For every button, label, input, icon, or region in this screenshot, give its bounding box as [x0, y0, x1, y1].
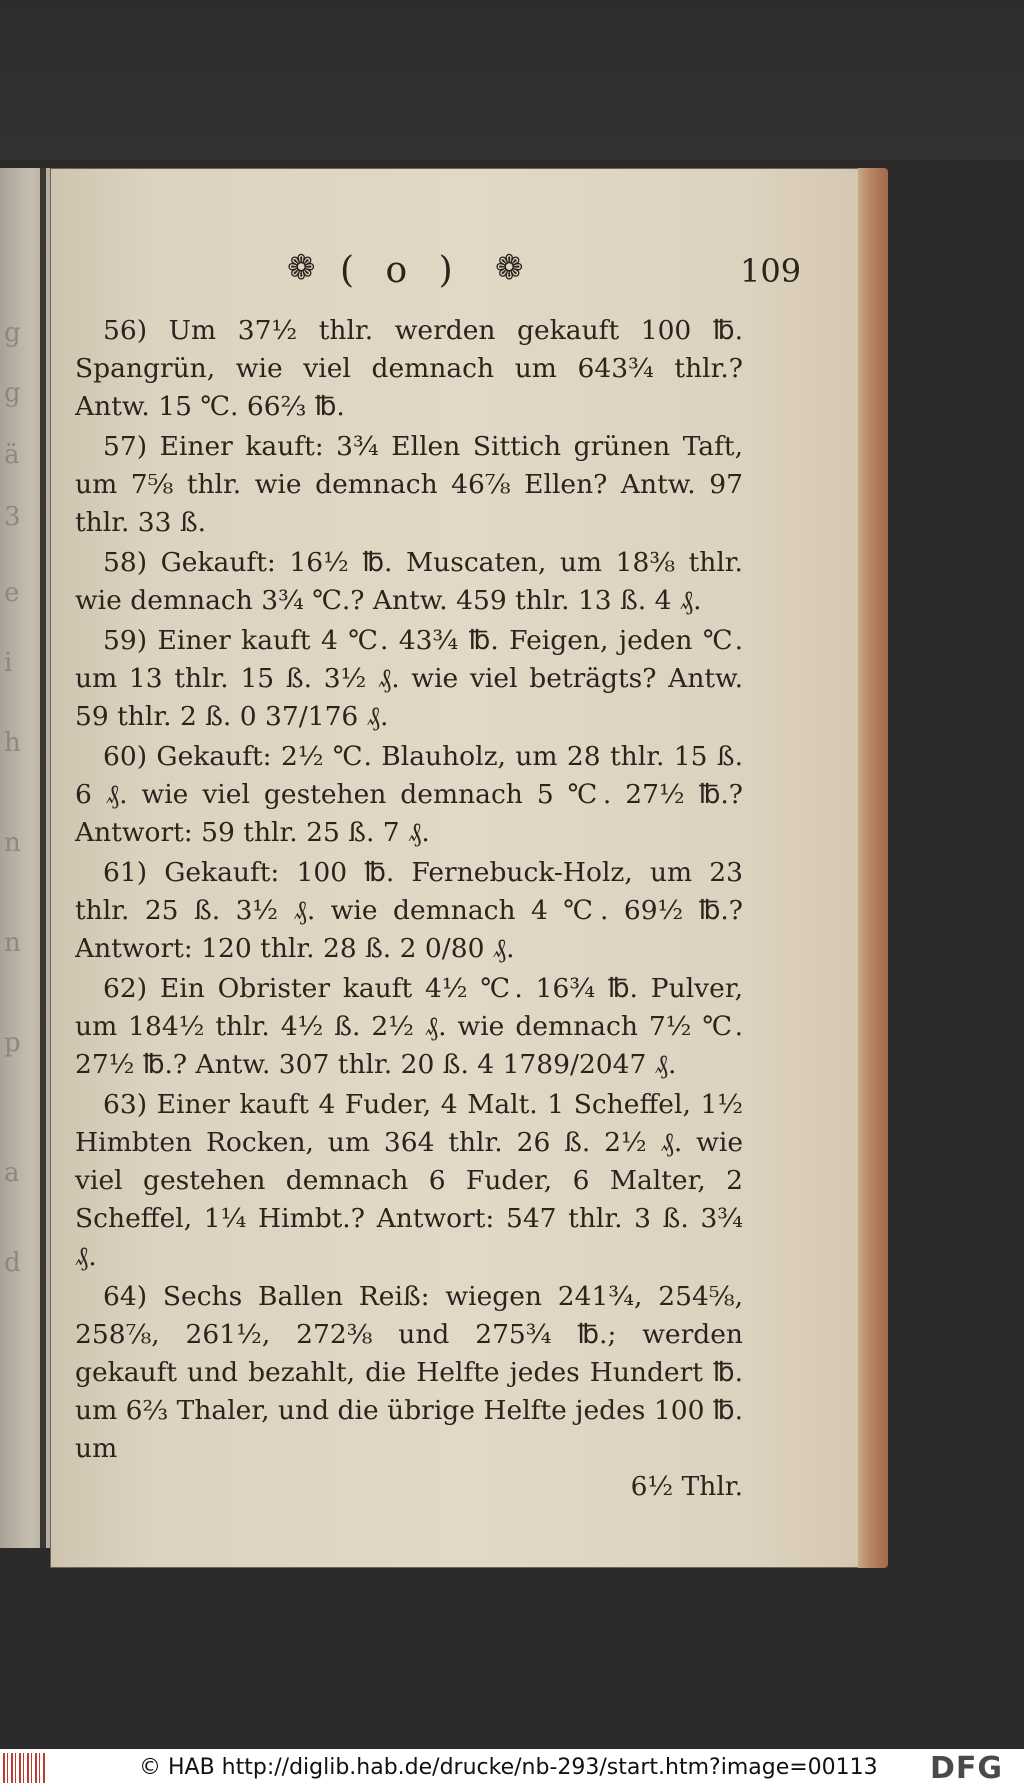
flower-ornament-icon: ❁: [287, 248, 316, 288]
ghost-letter: 3: [4, 502, 21, 532]
source-link[interactable]: © HAB http://diglib.hab.de/drucke/nb-293/start.htm?image=00113: [139, 1755, 878, 1780]
problem-59: 59) Einer kauft 4 ℃. 43¾ ℔. Feigen, jeden ℃. um 13 thlr. 15 ß. 3½ ₰. wie viel beträgts? Antw. 59 thlr. 2 ß. 0 37/176 ₰.: [75, 625, 743, 732]
problem-62: 62) Ein Obrister kauft 4½ ℃. 16¾ ℔. Pulver, um 184½ thlr. 4½ ß. 2½ ₰. wie demnach 7½ ℃. 27½ ℔.? Antw. 307 thlr. 20 ß. 4 1789/2047 ₰.: [75, 973, 743, 1080]
problem-58: 58) Gekauft: 16½ ℔. Muscaten, um 18⅜ thlr. wie demnach 3¾ ℃.? Antw. 459 thlr. 13 ß. 4 ₰.: [75, 547, 743, 616]
gutter: [40, 168, 46, 1548]
ghost-letter: n: [4, 928, 21, 958]
ghost-letter: p: [4, 1028, 21, 1058]
problem-56: 56) Um 37½ thlr. werden gekauft 100 ℔. Spangrün, wie viel demnach um 643¾ thlr.? Antw. 15 ℃. 66⅔ ℔.: [75, 315, 743, 422]
flower-ornament-icon: ❁: [495, 248, 524, 288]
ghost-letter: g: [4, 378, 21, 408]
page-text: [75, 312, 743, 1508]
problem-57: 57) Einer kauft: 3¾ Ellen Sittich grünen Taft, um 7⅝ thlr. wie demnach 46⅞ Ellen? Antw. 97 thlr. 33 ß.: [75, 431, 743, 538]
ghost-letter: d: [4, 1248, 21, 1278]
ghost-letter: h: [4, 728, 21, 758]
barcode-icon: [3, 1753, 47, 1783]
problem-63: 63) Einer kauft 4 Fuder, 4 Malt. 1 Scheffel, 1½ Himbten Rocken, um 364 thlr. 26 ß. 2½ ₰. wie viel gestehen demnach 6 Fuder, 6 Malter, 2 Scheffel, 1¼ Himbt.? Antwort: 547 thlr. 3 ß. 3¾ ₰.: [75, 1089, 743, 1272]
problem-64-body: 64) Sechs Ballen Reiß: wiegen 241¾, 254⅝, 258⅞, 261½, 272⅜ und 275¾ ℔.; werden gekauft und bezahlt, die Helfte jedes Hundert ℔. um 6⅔ Thaler, und die übrige Helfte jedes 100 ℔. um: [75, 1281, 743, 1464]
header-center-mark: ( o ): [340, 250, 463, 291]
page-number: 109: [740, 252, 802, 290]
problem-61: 61) Gekauft: 100 ℔. Fernebuck-Holz, um 23 thlr. 25 ß. 3½ ₰. wie demnach 4 ℃. 69½ ℔.? Antwort: 120 thlr. 28 ß. 2 0/80 ₰.: [75, 857, 743, 964]
ghost-letter: ä: [4, 440, 20, 470]
ghost-letter: g: [4, 318, 21, 348]
problem-64-tail: 6½ Thlr.: [630, 1471, 743, 1502]
scan-background: [0, 0, 1024, 160]
page-edge: [858, 168, 888, 1568]
dfg-logo: DFG: [930, 1751, 1004, 1786]
ghost-letter: a: [4, 1158, 20, 1188]
footer-bar: [0, 1749, 1024, 1789]
problem-60: 60) Gekauft: 2½ ℃. Blauholz, um 28 thlr. 15 ß. 6 ₰. wie viel gestehen demnach 5 ℃. 27½ ℔.? Antwort: 59 thlr. 25 ß. 7 ₰.: [75, 741, 743, 848]
ghost-letter: e: [4, 578, 20, 608]
ghost-letter: n: [4, 828, 21, 858]
running-header: [50, 248, 876, 298]
ghost-letter: i: [4, 648, 13, 678]
problem-64: [75, 1278, 743, 1506]
